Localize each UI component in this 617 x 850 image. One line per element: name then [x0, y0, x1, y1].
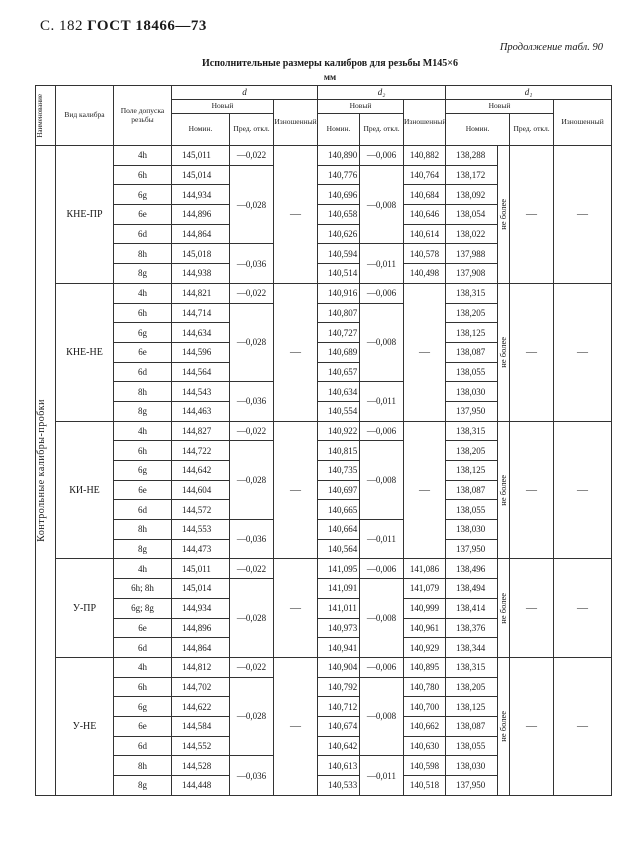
- d2-worn: 140,961: [404, 618, 446, 638]
- tolerance-field: 6e: [114, 618, 172, 638]
- d1-pred: Пред. откл.: [510, 114, 554, 146]
- d-deviation: —0,022: [230, 146, 274, 166]
- d-nominal: 144,572: [172, 500, 230, 520]
- d1-nominal: 138,055: [446, 500, 498, 520]
- d-deviation: —0,022: [230, 421, 274, 441]
- d-nominal: 145,014: [172, 579, 230, 599]
- tolerance-field: 4h: [114, 146, 172, 166]
- d2-worn: 140,578: [404, 244, 446, 264]
- d-nominal: 144,934: [172, 185, 230, 205]
- d2-deviation: —0,008: [360, 677, 404, 756]
- calibre-name: У-ПР: [56, 559, 114, 657]
- d-nominal: 144,564: [172, 362, 230, 382]
- d2-nominal: 140,634: [318, 382, 360, 402]
- tolerance-field: 6g: [114, 185, 172, 205]
- d-nominal: 144,864: [172, 224, 230, 244]
- tolerance-field: 4h: [114, 559, 172, 579]
- tolerance-field: 6d: [114, 736, 172, 756]
- d-deviation: —0,028: [230, 165, 274, 244]
- d2-nominal: 140,776: [318, 165, 360, 185]
- d2-worn: 140,882: [404, 146, 446, 166]
- calibre-name: КИ-НЕ: [56, 421, 114, 559]
- d1-deviation: —: [510, 657, 554, 795]
- d-iznosh: Изношенный: [274, 100, 318, 146]
- d2-nominal: 140,564: [318, 539, 360, 559]
- d2-novyi: Новый: [318, 100, 404, 114]
- table-unit: мм: [323, 72, 337, 82]
- tolerance-field: 4h: [114, 283, 172, 303]
- d2-nominal: 140,689: [318, 342, 360, 362]
- d1-nominal: 137,908: [446, 264, 498, 284]
- d1-nominal: 137,950: [446, 539, 498, 559]
- d2-nominal: 140,922: [318, 421, 360, 441]
- d2-deviation: —0,008: [360, 441, 404, 520]
- d2-deviation: —0,006: [360, 283, 404, 303]
- d2-nominal: 140,727: [318, 323, 360, 343]
- d2-iznosh: Изношенный: [404, 100, 446, 146]
- d1-deviation: —: [510, 421, 554, 559]
- d-nominal: 144,896: [172, 205, 230, 225]
- d2-nominal: 140,916: [318, 283, 360, 303]
- d1-nominal: 138,055: [446, 362, 498, 382]
- d1-nominal: 138,030: [446, 756, 498, 776]
- d1-nominal: 138,087: [446, 480, 498, 500]
- d1-nominal: 138,315: [446, 283, 498, 303]
- d1-nominal: 138,494: [446, 579, 498, 599]
- table-title: Исполнительные размеры калибров для резьбы М145×6: [202, 58, 458, 69]
- d-nominal: 144,938: [172, 264, 230, 284]
- d2-worn: 140,646: [404, 205, 446, 225]
- d2-worn: 140,598: [404, 756, 446, 776]
- d2-nominal: 140,735: [318, 461, 360, 481]
- d-deviation: —0,028: [230, 677, 274, 756]
- d-worn: —: [274, 421, 318, 559]
- d-nomin: Номин.: [172, 114, 230, 146]
- d2-worn: —: [404, 421, 446, 559]
- d2-nominal: 140,890: [318, 146, 360, 166]
- tolerance-field: 6e: [114, 205, 172, 225]
- ne-bolee-note: не более: [498, 657, 510, 795]
- d-nominal: 144,448: [172, 776, 230, 796]
- d-worn: —: [274, 559, 318, 657]
- col-d1: d₁: [446, 86, 612, 100]
- calibre-name: У-НЕ: [56, 657, 114, 795]
- d-nominal: 144,896: [172, 618, 230, 638]
- d1-nominal: 138,414: [446, 598, 498, 618]
- d2-pred: Пред. откл.: [360, 114, 404, 146]
- d1-nominal: 138,087: [446, 716, 498, 736]
- d1-worn: —: [554, 421, 612, 559]
- d-deviation: —0,028: [230, 441, 274, 520]
- d1-nominal: 138,125: [446, 323, 498, 343]
- d-deviation: —0,036: [230, 382, 274, 421]
- d-deviation: —0,028: [230, 579, 274, 658]
- dimensions-table: [35, 85, 612, 796]
- d2-nominal: 141,011: [318, 598, 360, 618]
- d2-deviation: —0,011: [360, 244, 404, 283]
- d2-nomin: Номин.: [318, 114, 360, 146]
- d1-nominal: 137,988: [446, 244, 498, 264]
- d2-worn: 140,498: [404, 264, 446, 284]
- d2-worn: 140,630: [404, 736, 446, 756]
- ne-bolee-note: не более: [498, 146, 510, 284]
- tolerance-field: 6g: [114, 461, 172, 481]
- d1-nominal: 138,172: [446, 165, 498, 185]
- d1-nominal: 138,376: [446, 618, 498, 638]
- d2-worn: 141,079: [404, 579, 446, 599]
- d2-worn: 140,684: [404, 185, 446, 205]
- d2-deviation: —0,006: [360, 559, 404, 579]
- d2-nominal: 140,533: [318, 776, 360, 796]
- d-nominal: 144,812: [172, 657, 230, 677]
- d-nominal: 144,714: [172, 303, 230, 323]
- d-nominal: 144,543: [172, 382, 230, 402]
- d-deviation: —0,022: [230, 559, 274, 579]
- d1-novyi: Новый: [446, 100, 554, 114]
- tolerance-field: 4h: [114, 657, 172, 677]
- d1-nominal: 138,022: [446, 224, 498, 244]
- ne-bolee-note: не более: [498, 283, 510, 421]
- d2-nominal: 140,904: [318, 657, 360, 677]
- d2-nominal: 140,613: [318, 756, 360, 776]
- d-pred: Пред. откл.: [230, 114, 274, 146]
- d2-deviation: —0,006: [360, 146, 404, 166]
- d-deviation: —0,036: [230, 756, 274, 795]
- d1-deviation: —: [510, 283, 554, 421]
- d2-deviation: —0,008: [360, 303, 404, 382]
- tolerance-field: 6h: [114, 303, 172, 323]
- d2-worn: 140,929: [404, 638, 446, 658]
- tolerance-field: 8g: [114, 401, 172, 421]
- d2-worn: 140,700: [404, 697, 446, 717]
- d1-nominal: 138,205: [446, 441, 498, 461]
- d2-nominal: 140,696: [318, 185, 360, 205]
- page-number: С. 182: [40, 18, 84, 34]
- d2-worn: 140,614: [404, 224, 446, 244]
- col-pole-dopuska: Поле допуска резьбы: [114, 86, 172, 146]
- d1-deviation: —: [510, 559, 554, 657]
- d1-deviation: —: [510, 146, 554, 284]
- d1-nominal: 138,125: [446, 461, 498, 481]
- d-nominal: 145,011: [172, 559, 230, 579]
- d-nominal: 144,584: [172, 716, 230, 736]
- d2-nominal: 140,658: [318, 205, 360, 225]
- d-nominal: 144,596: [172, 342, 230, 362]
- d2-worn: 140,518: [404, 776, 446, 796]
- tolerance-field: 6g: [114, 323, 172, 343]
- d2-nominal: 140,973: [318, 618, 360, 638]
- d1-iznosh: Изношенный: [554, 100, 612, 146]
- table-continuation: Продолжение табл. 90: [499, 42, 603, 53]
- d-nominal: 144,528: [172, 756, 230, 776]
- ne-bolee-note: не более: [498, 421, 510, 559]
- col-d2: d₂: [318, 86, 446, 100]
- d1-nominal: 138,055: [446, 736, 498, 756]
- page-header: [40, 18, 207, 35]
- d2-deviation: —0,006: [360, 421, 404, 441]
- d2-worn: 140,662: [404, 716, 446, 736]
- d-nominal: 144,722: [172, 441, 230, 461]
- col-vid-kalibra: Вид калибра: [56, 86, 114, 146]
- d1-nominal: 138,030: [446, 382, 498, 402]
- d2-deviation: —0,008: [360, 579, 404, 658]
- d1-worn: —: [554, 146, 612, 284]
- d1-nominal: 138,205: [446, 677, 498, 697]
- d-nominal: 145,018: [172, 244, 230, 264]
- table-row: [36, 283, 612, 303]
- d1-nominal: 138,496: [446, 559, 498, 579]
- table-row: [36, 421, 612, 441]
- d2-nominal: 140,941: [318, 638, 360, 658]
- d2-worn: 140,764: [404, 165, 446, 185]
- d-deviation: —0,036: [230, 244, 274, 283]
- d-worn: —: [274, 657, 318, 795]
- d-nominal: 145,014: [172, 165, 230, 185]
- d2-nominal: 140,697: [318, 480, 360, 500]
- tolerance-field: 8h: [114, 756, 172, 776]
- d2-deviation: —0,006: [360, 657, 404, 677]
- table-row: [36, 657, 612, 677]
- tolerance-field: 6e: [114, 342, 172, 362]
- d1-worn: —: [554, 283, 612, 421]
- d2-deviation: —0,011: [360, 756, 404, 795]
- d2-nominal: 140,807: [318, 303, 360, 323]
- tolerance-field: 8g: [114, 539, 172, 559]
- d2-nominal: 140,657: [318, 362, 360, 382]
- tolerance-field: 6d: [114, 500, 172, 520]
- d2-deviation: —0,011: [360, 382, 404, 421]
- tolerance-field: 6g; 8g: [114, 598, 172, 618]
- d-deviation: —0,036: [230, 520, 274, 559]
- calibre-name: КНЕ-ПР: [56, 146, 114, 284]
- d-nominal: 144,552: [172, 736, 230, 756]
- d1-nominal: 137,950: [446, 776, 498, 796]
- tolerance-field: 6d: [114, 362, 172, 382]
- d1-nominal: 138,205: [446, 303, 498, 323]
- d-worn: —: [274, 283, 318, 421]
- d1-nominal: 138,288: [446, 146, 498, 166]
- d-nominal: 144,634: [172, 323, 230, 343]
- tolerance-field: 8h: [114, 520, 172, 540]
- d2-nominal: 140,554: [318, 401, 360, 421]
- tolerance-field: 6d: [114, 638, 172, 658]
- d1-nominal: 138,092: [446, 185, 498, 205]
- gost-number: ГОСТ 18466—73: [87, 18, 207, 34]
- d2-worn: —: [404, 283, 446, 421]
- d1-nominal: 138,125: [446, 697, 498, 717]
- tolerance-field: 8g: [114, 776, 172, 796]
- d-nominal: 144,553: [172, 520, 230, 540]
- d2-deviation: —0,008: [360, 165, 404, 244]
- d2-worn: 140,895: [404, 657, 446, 677]
- d2-nominal: 140,674: [318, 716, 360, 736]
- d2-nominal: 141,091: [318, 579, 360, 599]
- d2-worn: 140,780: [404, 677, 446, 697]
- group-label: Контрольные калибры-пробки: [36, 146, 56, 796]
- tolerance-field: 4h: [114, 421, 172, 441]
- d-nominal: 144,821: [172, 283, 230, 303]
- d2-nominal: 140,594: [318, 244, 360, 264]
- d-nominal: 144,604: [172, 480, 230, 500]
- table-row: [36, 559, 612, 579]
- d-nominal: 145,011: [172, 146, 230, 166]
- d2-nominal: 140,514: [318, 264, 360, 284]
- d1-nominal: 138,344: [446, 638, 498, 658]
- d2-nominal: 140,664: [318, 520, 360, 540]
- d1-nominal: 138,087: [446, 342, 498, 362]
- tolerance-field: 6h: [114, 677, 172, 697]
- tolerance-field: 8h: [114, 244, 172, 264]
- d2-nominal: 140,712: [318, 697, 360, 717]
- d2-worn: 140,999: [404, 598, 446, 618]
- d1-nominal: 137,950: [446, 401, 498, 421]
- tolerance-field: 6d: [114, 224, 172, 244]
- d2-worn: 141,086: [404, 559, 446, 579]
- tolerance-field: 6h; 8h: [114, 579, 172, 599]
- col-d: d: [172, 86, 318, 100]
- d1-nominal: 138,030: [446, 520, 498, 540]
- d1-nominal: 138,315: [446, 657, 498, 677]
- tolerance-field: 6e: [114, 716, 172, 736]
- d-nominal: 144,827: [172, 421, 230, 441]
- col-naimenovanie: Наименование: [36, 86, 56, 146]
- tolerance-field: 6e: [114, 480, 172, 500]
- d-nominal: 144,463: [172, 401, 230, 421]
- d2-deviation: —0,011: [360, 520, 404, 559]
- tolerance-field: 8h: [114, 382, 172, 402]
- d2-nominal: 140,642: [318, 736, 360, 756]
- tolerance-field: 6g: [114, 697, 172, 717]
- tolerance-field: 6h: [114, 441, 172, 461]
- d2-nominal: 141,095: [318, 559, 360, 579]
- d1-worn: —: [554, 559, 612, 657]
- calibre-name: КНЕ-НЕ: [56, 283, 114, 421]
- d1-nominal: 138,054: [446, 205, 498, 225]
- d-deviation: —0,022: [230, 657, 274, 677]
- d1-nomin: Номин.: [446, 114, 510, 146]
- d-worn: —: [274, 146, 318, 284]
- d1-worn: —: [554, 657, 612, 795]
- d-nominal: 144,473: [172, 539, 230, 559]
- d-nominal: 144,642: [172, 461, 230, 481]
- d-nominal: 144,622: [172, 697, 230, 717]
- d2-nominal: 140,665: [318, 500, 360, 520]
- d-nominal: 144,864: [172, 638, 230, 658]
- d-deviation: —0,022: [230, 283, 274, 303]
- d-deviation: —0,028: [230, 303, 274, 382]
- tolerance-field: 8g: [114, 264, 172, 284]
- ne-bolee-note: не более: [498, 559, 510, 657]
- d-nominal: 144,702: [172, 677, 230, 697]
- d1-nominal: 138,315: [446, 421, 498, 441]
- d2-nominal: 140,792: [318, 677, 360, 697]
- d-novyi: Новый: [172, 100, 274, 114]
- d2-nominal: 140,626: [318, 224, 360, 244]
- d2-nominal: 140,815: [318, 441, 360, 461]
- table-row: [36, 146, 612, 166]
- tolerance-field: 6h: [114, 165, 172, 185]
- d-nominal: 144,934: [172, 598, 230, 618]
